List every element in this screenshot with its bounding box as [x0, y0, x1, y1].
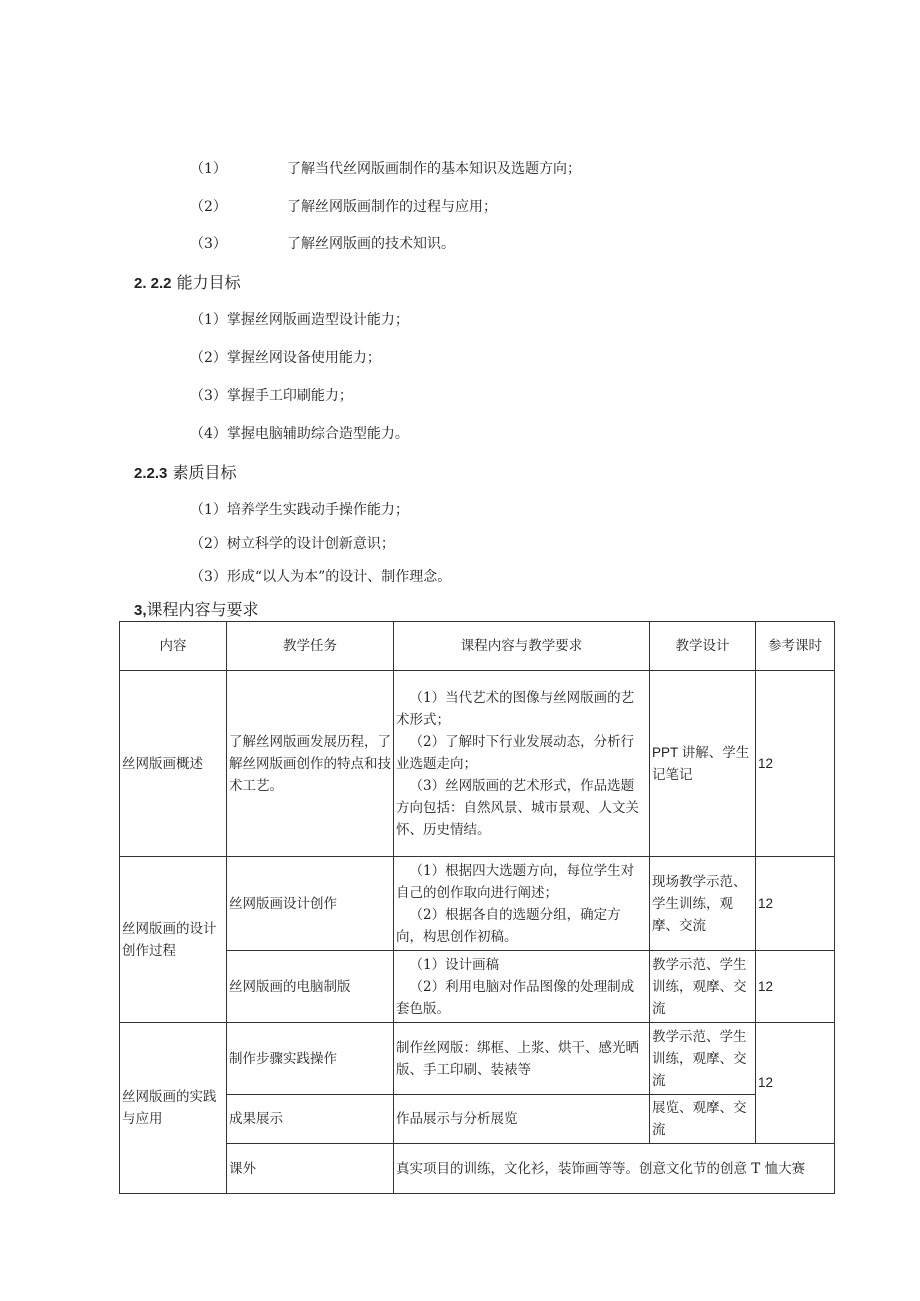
cell-design: PPT 讲解、学生记笔记: [650, 671, 756, 857]
section-heading-course: [134, 597, 259, 620]
cell-task: 了解丝网版画发展历程，了解丝网版画创作的特点和技术工艺。: [227, 671, 394, 857]
item-number: （1）: [190, 161, 227, 177]
section-number: 2. 2.2: [134, 275, 172, 292]
table-row: [120, 671, 835, 857]
quality-item: （2）树立科学的设计创新意识；: [190, 536, 395, 552]
cell-task: 成果展示: [227, 1095, 394, 1144]
cell-task: 制作步骤实践操作: [227, 1023, 394, 1095]
item-number: （3）: [190, 236, 227, 252]
section-heading-quality: [134, 460, 236, 483]
ability-item: （2）掌握丝网设备使用能力；: [190, 350, 381, 366]
cell-task: 课外: [227, 1144, 394, 1194]
cell-task: 丝网版画设计创作: [227, 857, 394, 951]
table-row: [120, 1144, 835, 1194]
header-task: 教学任务: [227, 622, 394, 671]
item-text: 了解当代丝网版画制作的基本知识及选题方向；: [287, 161, 581, 177]
cell-hours: 12: [756, 951, 835, 1023]
cell-design: 现场教学示范、学生训练，观摩、交流: [650, 857, 756, 951]
cell-content: 丝网版画的设计创作过程: [120, 857, 227, 1023]
requirement-line: （2）了解时下行业发展动态，分析行业选题走向；: [396, 733, 635, 772]
cell-design: 展览、观摩、交流: [650, 1095, 756, 1144]
section-title: 课程内容与要求: [146, 600, 259, 619]
cell-requirements: 真实项目的训练，文化衫，装饰画等等。创意文化节的创意 T 恤大赛: [394, 1144, 835, 1194]
header-content: 内容: [120, 622, 227, 671]
requirement-line: （1）设计画稿: [409, 956, 500, 973]
item-text: 了解丝网版画的技术知识。: [287, 236, 455, 252]
cell-content: 丝网版画的实践与应用: [120, 1023, 227, 1194]
section-title: 素质目标: [172, 463, 237, 482]
cell-requirements: 制作丝网版：绑框、上浆、烘干、感光晒版、手工印刷、装裱等: [394, 1023, 650, 1095]
quality-item: （3）形成“以人为本”的设计、制作理念。: [190, 569, 452, 585]
cell-requirements: 作品展示与分析展览: [394, 1095, 650, 1144]
ability-item: （1）掌握丝网版画造型设计能力；: [190, 312, 409, 328]
cell-requirements: [394, 951, 650, 1023]
requirement-line: （3）丝网版画的艺术形式，作品选题方向包括：自然风景、城市景观、人文关怀、历史情结。: [396, 777, 639, 838]
table-row: [120, 857, 835, 951]
requirement-line: （2）根据各自的选题分组，确定方向，构思创作初稿。: [396, 906, 621, 945]
section-number: 3,: [134, 602, 147, 619]
section-title: 能力目标: [176, 273, 241, 292]
table-row: [120, 951, 835, 1023]
cell-task: 丝网版画的电脑制版: [227, 951, 394, 1023]
table-row: [120, 1095, 835, 1144]
ability-item: （3）掌握手工印刷能力；: [190, 388, 353, 404]
requirement-line: （1）当代艺术的图像与丝网版画的艺术形式；: [396, 689, 635, 728]
item-number: （2）: [190, 199, 227, 215]
header-requirements: 课程内容与教学要求: [394, 622, 650, 671]
cell-design: 教学示范、学生训练，观摩、交流: [650, 951, 756, 1023]
cell-hours: 12: [756, 671, 835, 857]
cell-hours: 12: [756, 857, 835, 951]
cell-content: 丝网版画概述: [120, 671, 227, 857]
quality-item: （1）培养学生实践动手操作能力；: [190, 502, 409, 518]
section-number: 2.2.3: [134, 465, 168, 482]
table-row: [120, 1023, 835, 1095]
header-hours: 参考课时: [756, 622, 835, 671]
section-heading-ability: [134, 270, 241, 293]
header-design: 教学设计: [650, 622, 756, 671]
requirement-line: （2）利用电脑对作品图像的处理制成套色版。: [396, 978, 635, 1017]
cell-design: 教学示范、学生训练，观摩、交流: [650, 1023, 756, 1095]
ability-item: （4）掌握电脑辅助综合造型能力。: [190, 426, 409, 442]
requirement-line: （1）根据四大选题方向，每位学生对自己的创作取向进行阐述；: [396, 862, 635, 901]
course-table: [119, 621, 835, 1194]
item-text: 了解丝网版画制作的过程与应用；: [287, 199, 497, 215]
cell-requirements: [394, 857, 650, 951]
table-header-row: [120, 622, 835, 671]
cell-requirements: [394, 671, 650, 857]
cell-hours: 12: [756, 1023, 835, 1144]
